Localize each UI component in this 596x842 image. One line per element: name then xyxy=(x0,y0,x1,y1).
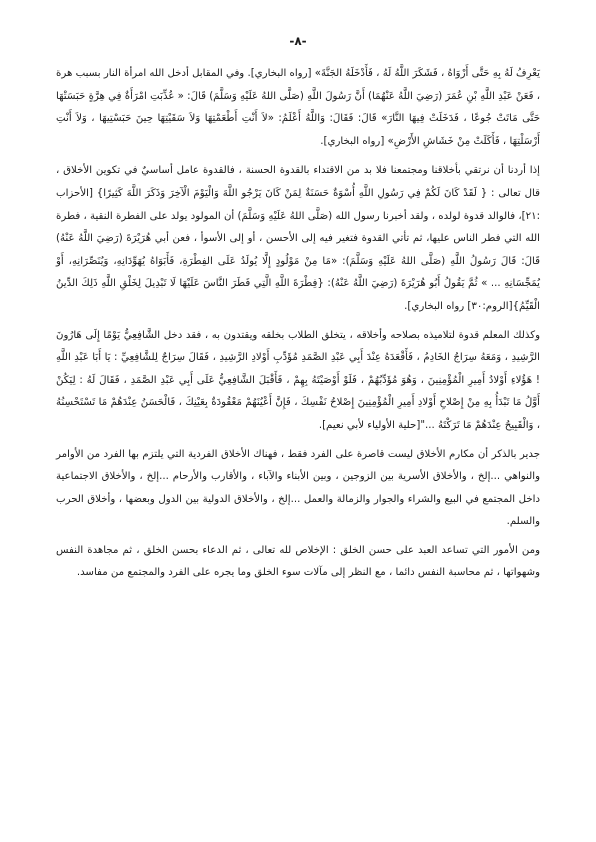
paragraph-role-model: إذا أردنا أن نرتقي بأخلاقنا ومجتمعنا فلا بد من الاقتداء بالقدوة الحسنة ، فالقدوة عامل أساسيٌ في تكوين الأخلاق ، قال تعالى : { لَقَدْ كَانَ لَكُمْ فِي رَسُولِ اللَّهِ أُسْوَةٌ حَسَنَةٌ لِمَنْ كَانَ يَرْجُو اللَّهَ وَالْيَوْمَ الْآخِرَ وَذَكَرَ اللَّهَ كَثِيرًا} [الأحزاب :٢١]، فالوالد قدوة لولده ، ولقد أخبرنا رسول الله (صَلَّى اللهُ عَلَيْهِ وَسَلَّمَ) أن المولود يولد على الفطرة النقية ، فطرة الله التي فطر الناس عليها، ثم تأتي القدوة فتغير فيه إلى الأحسن ، أو إلى الأسوأ ، فعن أبي هُرَيْرَةَ (رَضِيَ اللَّهُ عَنْهُ) قَالَ: قَالَ رَسُولُ اللَّهِ (صَلَّى اللهُ عَلَيْهِ وَسَلَّمَ): «مَا مِنْ مَوْلُودٍ إِلَّا يُولَدُ عَلَى الفِطْرَةِ، فَأَبَوَاهُ يُهَوِّدَانِهِ، وَيُنَصِّرَانِهِ، أَوْ يُمَجِّسَانِهِ ... » ثُمَّ يَقُولُ أَبُو هُرَيْرَةَ (رَضِيَ اللَّهُ عَنْهُ): {فِطْرَةَ اللَّهِ الَّتِي فَطَرَ النَّاسَ عَلَيْهَا لَا تَبْدِيلَ لِخَلْقِ اللَّهِ ذَلِكَ الدِّينُ الْقَيِّمُ}[الروم:٣٠] رواه البخاري]. xyxy=(56,165,540,312)
paragraph-helping-factors: ومن الأمور التي تساعد العبد على حسن الخلق : الإخلاص لله تعالى ، ثم الدعاء بحسن الخلق ، ثم مجاهدة النفس وشهواتها ، ثم محاسبة النفس دائما ، مع النظر إلى مآلات سوء الخلق وما يجره على الفرد والمجتمع من مفاسد. xyxy=(56,544,540,579)
paragraph-types-of-ethics: جدير بالذكر أن مكارم الأخلاق ليست قاصرة على الفرد فقط ، فهناك الأخلاق الفردية التي يلتزم بها الفرد من الأوامر والنواهي ...إلخ ، والأخلاق الأسرية بين الزوجين ، وبين الأبناء والآباء ، والأقارب والأرحام ...إلخ ، والأخلاق الاجتماعية داخل المجتمع في البيع والشراء والجوار والزمالة والعمل ...إلخ ، والأخلاق الدولية بين الدول وبعضها ، وأخلاق الحرب والسلم. xyxy=(56,448,540,528)
page-number: -٨- xyxy=(289,34,307,48)
paragraph-cat-and-dog-hadith: يَعْرِفُ لَهُ بِهِ حَتَّى أَرْوَاهُ ، فَشَكَرَ اللَّهُ لَهُ ، فَأَدْخَلَهُ الجَنَّةَ» [رواه البخاري]. وفي المقابل أدخل الله امرأة النار بسبب هرة ، فَعَنْ عَبْدِ اللَّهِ بْنِ عُمَرَ (رَضِيَ اللَّهُ عَنْهُمَا) أَنَّ رَسُولَ اللَّهِ (صَلَّى اللهُ عَلَيْهِ وَسَلَّمَ) قَالَ: « عُذِّبَتِ امْرَأَةٌ فِي هِرَّةٍ حَبَسَتْهَا حَتَّى مَاتَتْ جُوعًا ، فَدَخَلَتْ فِيهَا النَّارَ» قَالَ: فَقَالَ: وَاللَّهُ أَعْلَمُ: «لاَ أَنْتِ أَطْعَمْتِهَا وَلاَ سَقَيْتِهَا حِينَ حَبَسْتِيهَا ، وَلاَ أَنْتِ أَرْسَلْتِهَا ، فَأَكَلَتْ مِنْ خَشَاشِ الأَرْضِ» [رواه البخاري]. xyxy=(56,68,540,147)
paragraph-teacher-example: وكذلك المعلم قدوة لتلاميذه بصلاحه وأخلاقه ، يتخلق الطلاب بخلقه ويقتدون به ، فقد دخل الشَّافِعِيُّ يَوْمًا إِلَى هَارُونَ الرَّشِيدِ ، وَمَعَهُ سِرَاجُ الخَادِمُ ، فَأَقْعَدَهُ عِنْدَ أَبِي عَبْدِ الصَّمَدِ مُؤَدِّبِ أَوْلادِ الرَّشِيدِ ، فَقَالَ سِرَاجٌ لِلشَّافِعِيِّ : يَا أَبَا عَبْدِ اللَّهِ ! هَؤُلاءِ أَوْلادُ أَمِيرِ الْمُؤْمِنِينَ ، وَهُوَ مُؤَدِّبُهُمْ ، فَلَوْ أَوْصَيْتَهُ بِهِمْ ، فَأَقْبَلَ الشَّافِعِيُّ عَلَى أَبِي عَبْدِ الصَّمَدِ ، فَقَالَ لَهُ : لِيَكُنْ أَوَّلُ مَا تَبْدَأُ بِهِ مِنْ إِصْلاحِ أَوْلادِ أَمِيرِ الْمُؤْمِنِينَ إِصْلاحُ نَفْسِكَ ، فَإِنَّ أَعْيُنَهُمْ مَعْقُودَةٌ بِعَيْنِكَ ، فَالْحَسَنُ عِنْدَهُمْ مَا تَسْتَحْسِنُهُ ، وَالْقَبِيحُ عِنْدَهُمْ مَا تَرَكْتَهُ ..."[حلية الأولياء لأبي نعيم]. xyxy=(56,329,540,431)
